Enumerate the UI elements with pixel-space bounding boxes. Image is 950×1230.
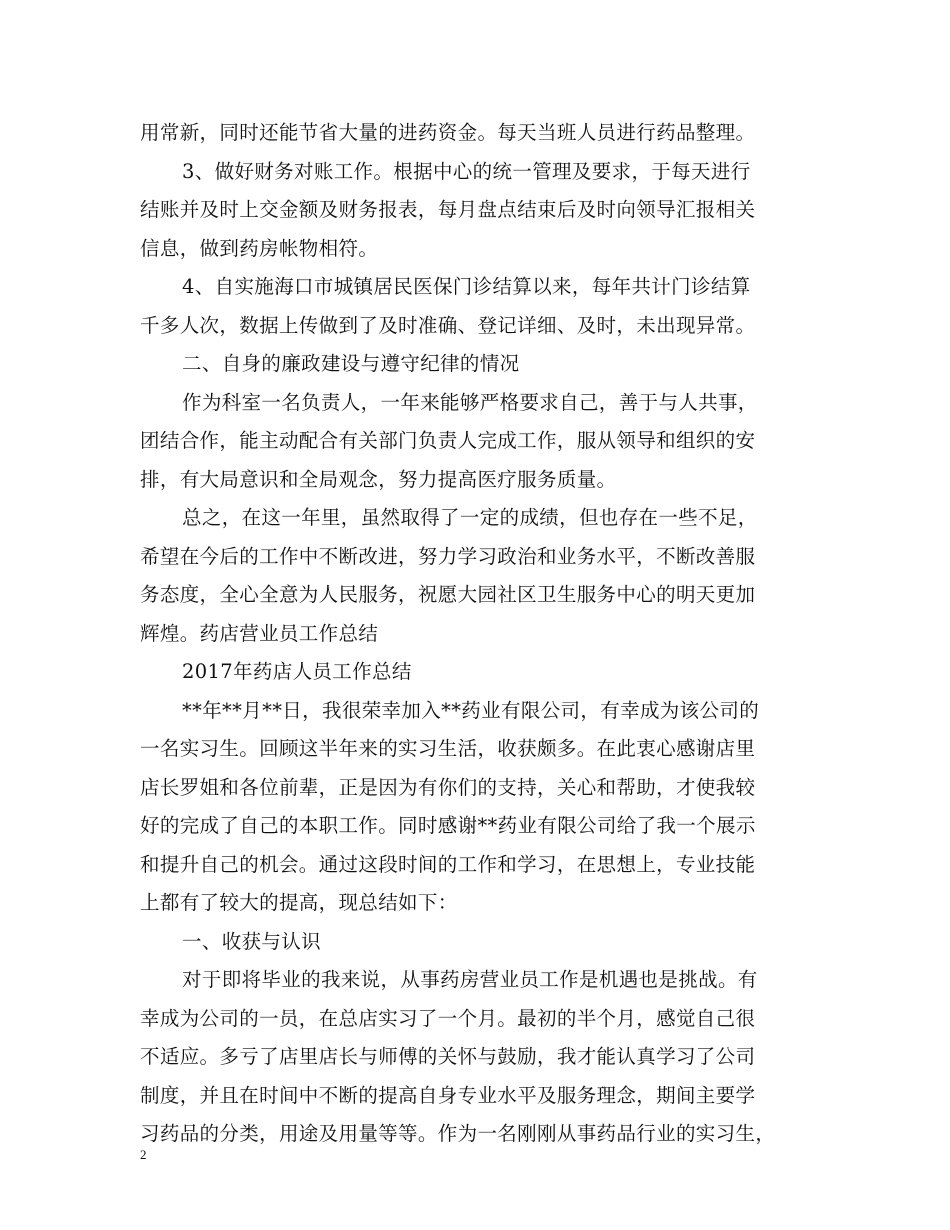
body-text [140,114,820,1154]
text-line: 一名实习生。回顾这半年来的实习生活，收获颇多。在此衷心感谢店里 [140,737,756,760]
text-line: 用常新，同时还能节省大量的进药资金。每天当班人员进行药品整理。 [140,121,756,144]
text-line: 和提升自己的机会。通过这段时间的工作和学习，在思想上，专业技能 [140,852,756,876]
text-line: 制度，并且在时间中不断的提高自身专业水平及服务理念，期间主要学 [140,1083,756,1107]
text-line: 希望在今后的工作中不断改进，努力学习政治和业务水平，不断改善服 [140,544,756,568]
text-line: 辉煌。药店营业员工作总结 [140,621,379,645]
text-line: 务态度，全心全意为人民服务，祝愿大园社区卫生服务中心的明天更加 [140,583,756,606]
text-line: 信息，做到药房帐物相符。 [140,236,379,260]
text-line: 不适应。多亏了店里店长与师傅的关怀与鼓励，我才能认真学习了公司 [140,1045,756,1068]
text-line: 二、自身的廉政建设与遵守纪律的情况 [182,352,520,375]
text-line: 幸成为公司的一员，在总店实习了一个月。最初的半个月，感觉自己很 [140,1006,756,1030]
text-line: 好的完成了自己的本职工作。同时感谢**药业有限公司给了我一个展示 [140,814,756,837]
text-line: 店长罗姐和各位前辈，正是因为有你们的支持，关心和帮助，才使我较 [140,775,756,799]
text-line: 对于即将毕业的我来说，从事药房营业员工作是机遇也是挑战。有 [182,968,758,991]
text-line: 作为科室一名负责人，一年来能够严格要求自己，善于与人共事， [182,390,758,414]
text-line: 千多人次，数据上传做到了及时准确、登记详细、及时，未出现异常。 [140,313,756,337]
text-line: 团结合作，能主动配合有关部门负责人完成工作，服从领导和组织的安 [140,429,756,452]
text-line: 习药品的分类，用途及用量等等。作为一名刚刚从事药品行业的实习生， [140,1122,776,1145]
text-line: 4、自实施海口市城镇居民医保门诊结算以来，每年共计门诊结算 [182,275,751,298]
text-line: 3、做好财务对账工作。根据中心的统一管理及要求，于每天进行 [182,159,751,183]
text-line: 上都有了较大的提高，现总结如下： [140,891,458,914]
text-line: 结账并及时上交金额及财务报表，每月盘点结束后及时向领导汇报相关 [140,198,756,221]
page-number: 2 [140,1147,147,1162]
text-line: 一、收获与认识 [182,929,321,953]
text-line: 2017年药店人员工作总结 [182,660,412,683]
text-line: 排，有大局意识和全局观念，努力提高医疗服务质量。 [140,467,617,491]
text-line: **年**月**日，我很荣幸加入**药业有限公司，有幸成为该公司的 [182,698,760,722]
text-line: 总之，在这一年里，虽然取得了一定的成绩，但也存在一些不足， [182,506,758,529]
